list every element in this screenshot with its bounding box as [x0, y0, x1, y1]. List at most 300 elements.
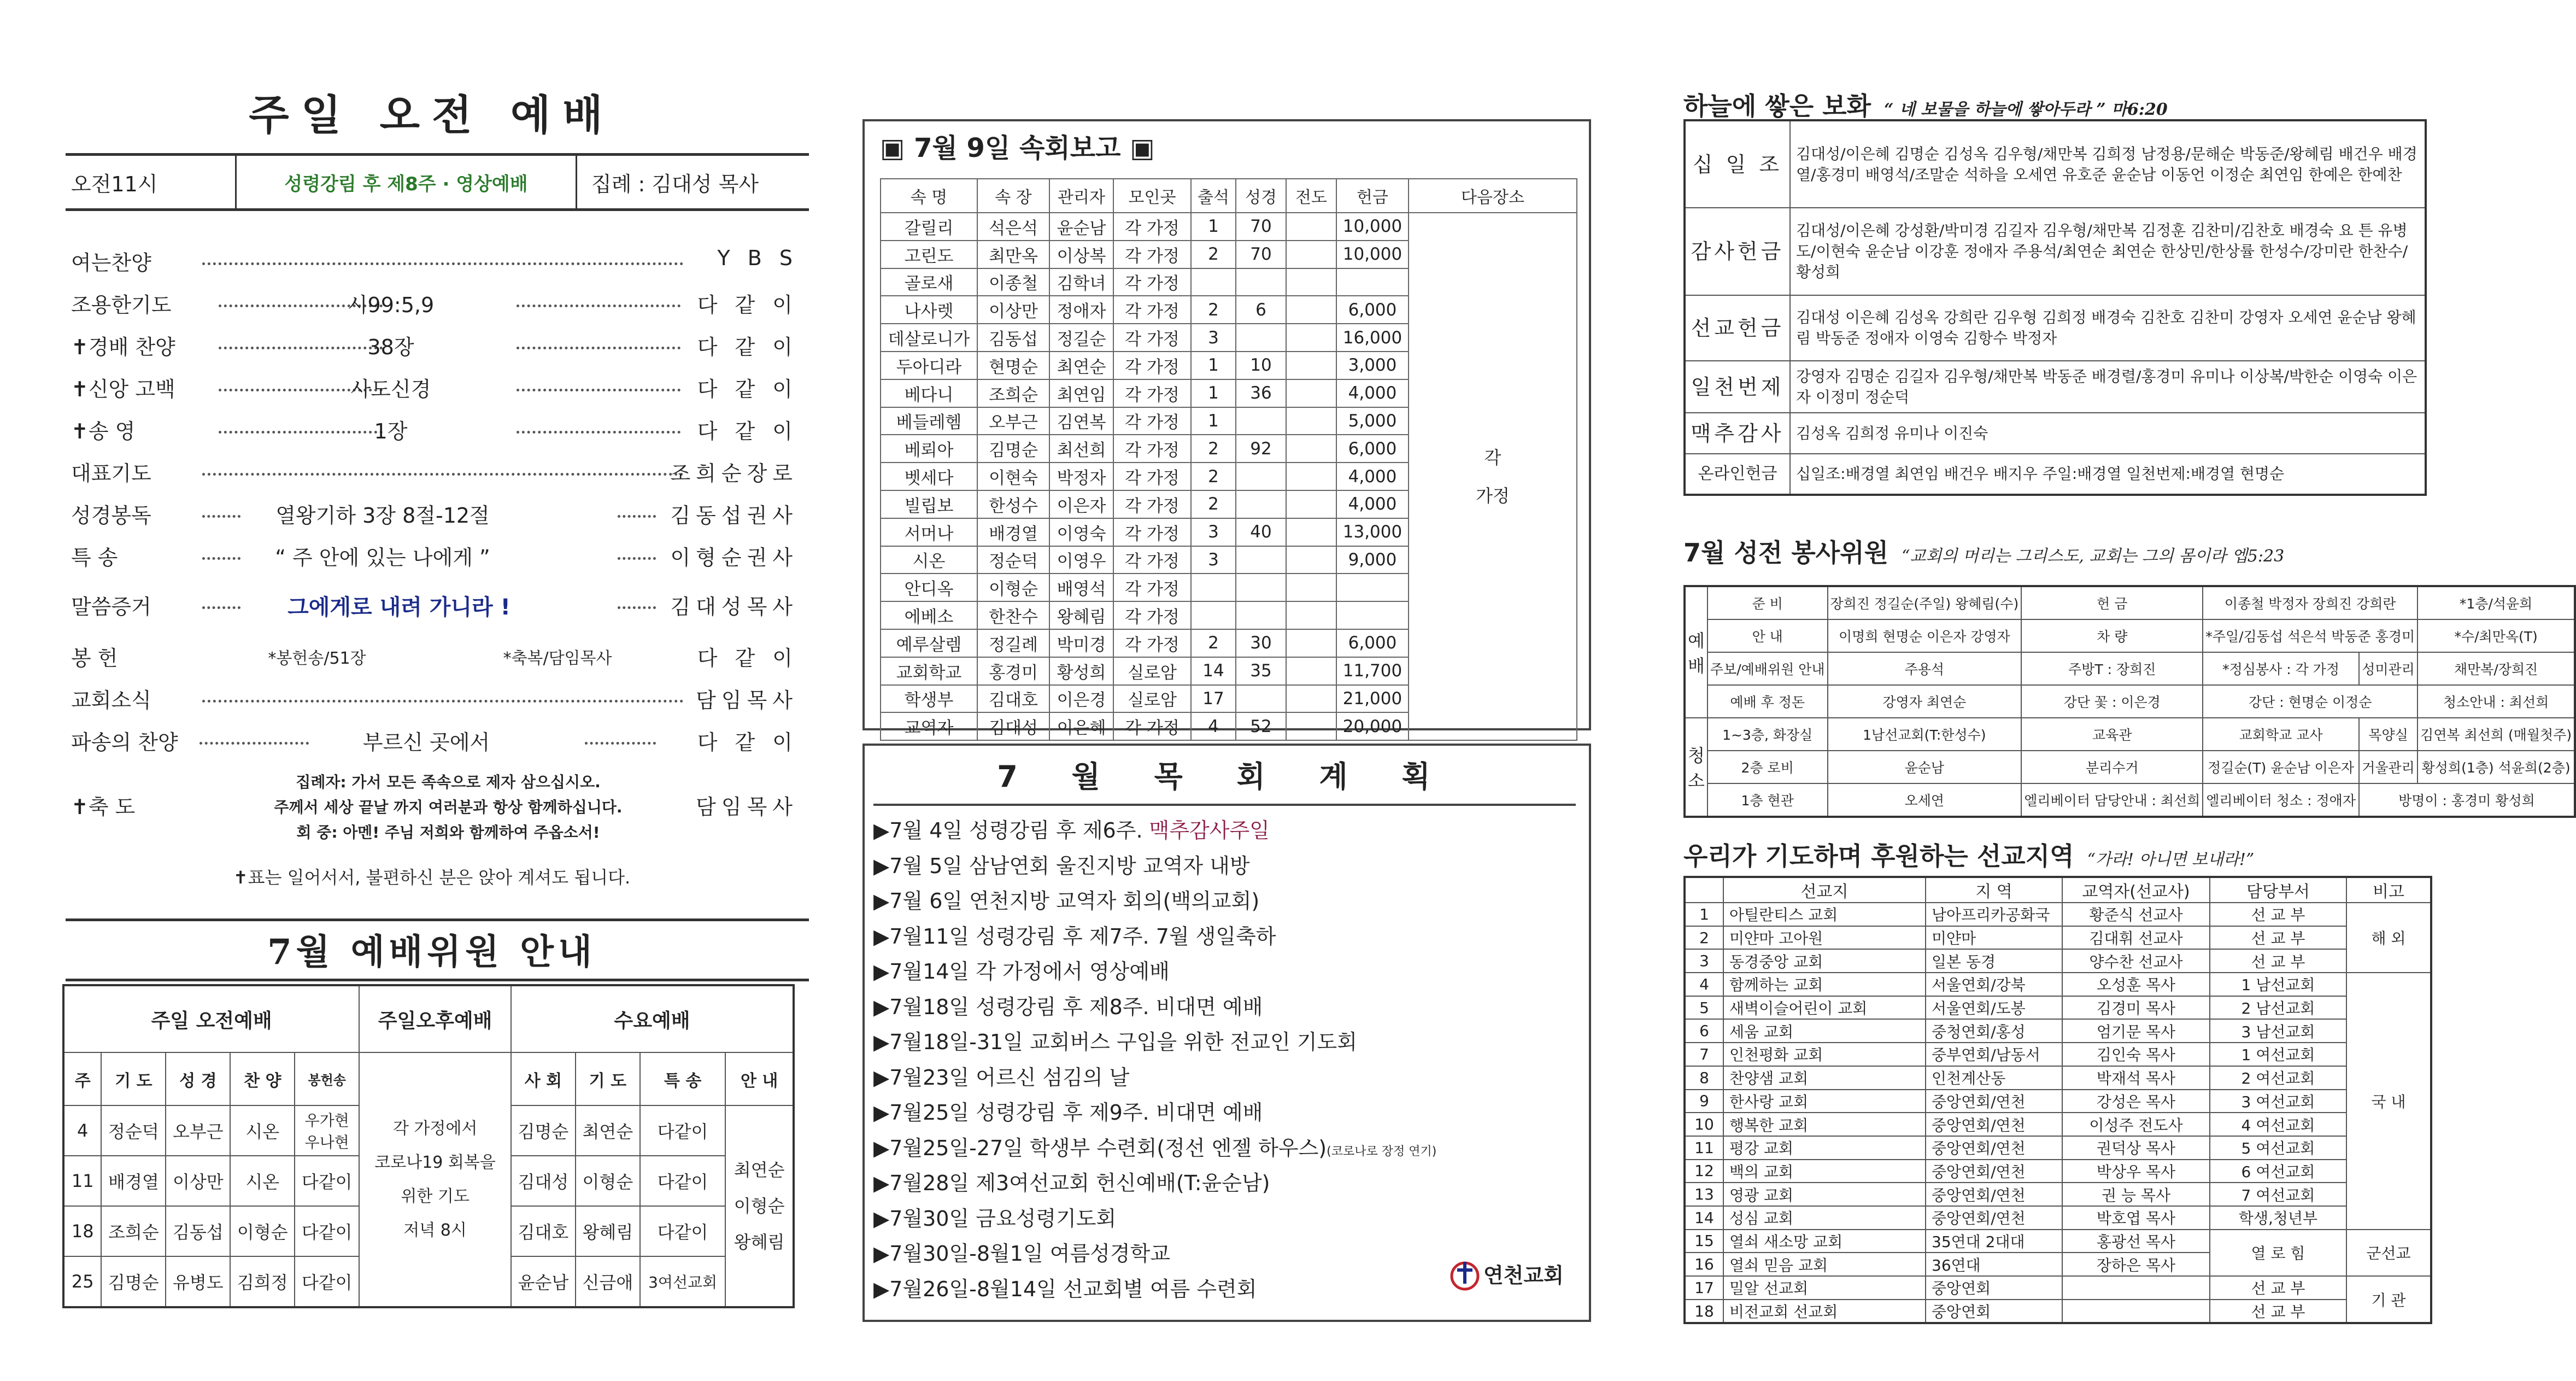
offering-names: 강영자 김명순 김길자 김우형/채만복 박동준 배경렬/홍경미 유미나 이상복/박한순 이영숙 이은자 이정미 정순덕	[1790, 361, 2426, 413]
report-cell: 각 가정	[1113, 601, 1191, 629]
cell: 시온	[230, 1156, 295, 1206]
mission-dept: 7 여선교회	[2210, 1183, 2346, 1206]
volunteer-heading: 7월 성전 봉사위원	[1683, 538, 1889, 567]
cell: 윤순남	[511, 1256, 576, 1307]
report-cell	[1286, 685, 1336, 713]
volunteer-cell: 헌 금	[2021, 586, 2203, 619]
plan-text: ▶7월18일 성령강림 후 제8주. 비대면 예배	[873, 994, 1263, 1019]
col-week: 주	[63, 1052, 101, 1105]
report-cell	[1286, 352, 1336, 379]
cell: 18	[63, 1206, 101, 1256]
plan-text: ▶7월30일 금요성령기도회	[873, 1206, 1117, 1231]
volunteer-cell: 엘리베이터 담당안내 : 최선희	[2021, 783, 2203, 817]
table-row	[1685, 361, 2426, 413]
mission-church: 함께하는 교회	[1723, 973, 1926, 996]
order-row	[71, 499, 798, 531]
mission-no: 18	[1685, 1300, 1723, 1324]
leader-dots	[202, 689, 683, 703]
order-label: ✝송 영	[71, 419, 136, 443]
logo-text: 연천교회	[1483, 1265, 1564, 1288]
report-cell: 각 가정	[1113, 407, 1191, 435]
report-cell: 각 가정	[1113, 213, 1191, 241]
plan-item	[873, 849, 1250, 879]
cell: 시온	[230, 1105, 295, 1156]
order-row	[71, 288, 798, 321]
mission-col	[1685, 877, 1723, 903]
next-place: 각 가정	[1409, 213, 1577, 740]
leader-dots	[585, 731, 656, 745]
mission-church: 세움 교회	[1723, 1019, 1926, 1043]
mission-pastor: 양수찬 선교사	[2062, 949, 2210, 973]
report-cell	[1236, 685, 1286, 713]
report-table	[880, 178, 1577, 741]
report-cell: 6	[1236, 296, 1286, 324]
offering-type: 감사헌금	[1685, 208, 1790, 295]
mission-pastor: 박재석 목사	[2062, 1066, 2210, 1090]
cell: 김명순	[511, 1105, 576, 1156]
mission-region: 36연대	[1926, 1253, 2062, 1276]
table-row	[1685, 1113, 2431, 1136]
table-row	[1685, 685, 2575, 718]
col-praise: 찬 양	[230, 1052, 295, 1105]
col-special: 특 송	[640, 1052, 726, 1105]
volunteer-cell: *정심봉사 : 각 가정	[2203, 652, 2359, 685]
plan-item	[873, 1061, 1129, 1090]
report-cell: 각 가정	[1113, 629, 1191, 657]
report-cell	[1286, 268, 1336, 296]
mission-no: 6	[1685, 1019, 1723, 1043]
cell: 최연순	[576, 1105, 640, 1156]
mission-no: 12	[1685, 1160, 1723, 1183]
col-usher: 안 내	[725, 1052, 794, 1105]
order-label: 조용한기도	[71, 293, 172, 317]
mission-region: 35연대 2대대	[1926, 1230, 2062, 1253]
volunteer-cell: 안 내	[1707, 619, 1828, 652]
mission-region: 미얀마	[1926, 926, 2062, 950]
table-row	[1685, 718, 2575, 751]
table-row	[1685, 903, 2431, 926]
report-cell: 각 가정	[1113, 241, 1191, 268]
volunteer-title	[1683, 533, 2284, 569]
roles-table	[62, 984, 795, 1308]
report-cell	[1236, 268, 1286, 296]
cell: 김대호	[511, 1206, 576, 1256]
mission-church: 한사랑 교회	[1723, 1090, 1926, 1113]
leader-dots	[517, 294, 680, 307]
cell: 11	[63, 1156, 101, 1206]
offering-type: 온라인헌금	[1685, 454, 1790, 495]
report-cell: 4	[1191, 712, 1236, 740]
table-row	[1685, 652, 2575, 685]
afternoon-line: 각 가정에서	[392, 1119, 478, 1138]
mission-col: 교역자(선교사)	[2062, 877, 2210, 903]
mission-note: 국 내	[2346, 973, 2431, 1230]
mission-dept: 4 여선교회	[2210, 1113, 2346, 1136]
report-cell: 6,000	[1336, 296, 1409, 324]
mission-pastor	[2062, 1276, 2210, 1300]
mission-quote: “가라! 아니면 보내라!”	[2087, 850, 2255, 869]
standing-note: ✝표는 일어서서, 불편하신 분은 앉아 계셔도 됩니다.	[233, 867, 631, 888]
order-who: 다 같 이	[697, 730, 798, 754]
mission-region: 서울연회/도봉	[1926, 996, 2062, 1020]
mission-no: 15	[1685, 1230, 1723, 1253]
offering-body	[1685, 120, 2426, 495]
report-cell: 박정자	[1049, 463, 1113, 490]
report-cell	[1286, 213, 1336, 241]
report-cell: 각 가정	[1113, 712, 1191, 740]
leader-dots	[517, 336, 680, 349]
report-cell: 골로새	[881, 268, 977, 296]
report-cell: 홍경미	[977, 657, 1049, 685]
volunteer-cell: *1층/석윤희	[2417, 586, 2575, 619]
offering-names: 십일조:배경열 최연임 배건우 배지우 주일:배경열 일천번제:배경열 현명순	[1790, 454, 2426, 495]
table-header	[1685, 877, 2431, 903]
volunteer-cell: *수/최만옥(T)	[2417, 619, 2575, 652]
report-cell	[1336, 574, 1409, 601]
table-row	[1685, 208, 2426, 295]
report-cell	[1236, 601, 1286, 629]
volunteer-cell: 이명희 현명순 이은자 강영자	[1828, 619, 2022, 652]
table-row	[1685, 1066, 2431, 1090]
mission-dept: 3 남선교회	[2210, 1019, 2346, 1043]
cell: 김명순	[101, 1256, 166, 1307]
mission-title	[1683, 836, 2254, 873]
col-offering-song: 봉헌송	[295, 1052, 359, 1105]
cell: 김희정	[230, 1256, 295, 1307]
report-cell: 각 가정	[1113, 296, 1191, 324]
cell: 다같이	[640, 1206, 726, 1256]
cell: 김동섭	[166, 1206, 230, 1256]
report-cell: 벳세다	[881, 463, 977, 490]
plan-item	[873, 814, 1270, 843]
table-row	[1685, 586, 2575, 619]
mission-no: 4	[1685, 973, 1723, 996]
report-cell	[1286, 518, 1336, 546]
leader-dots	[618, 595, 656, 609]
benediction-line: 주께서 세상 끝날 까지 여러분과 항상 함께하십니다.	[274, 798, 623, 816]
order-row	[71, 372, 798, 405]
offering-type: 십 일 조	[1685, 120, 1790, 208]
order-row	[71, 590, 798, 623]
mission-church: 밀알 선교회	[1723, 1276, 1926, 1300]
table-row	[1685, 926, 2431, 950]
volunteer-cell: 엘리베이터 청소 : 정애자	[2203, 783, 2359, 817]
report-cell: 2	[1191, 490, 1236, 518]
mission-region: 중청연회/홍성	[1926, 1019, 2062, 1043]
afternoon-note	[359, 1052, 511, 1307]
table-row	[881, 213, 1577, 241]
order-label: ✝축 도	[71, 795, 136, 819]
table-row	[1685, 619, 2575, 652]
mission-note: 기 관	[2346, 1276, 2431, 1323]
volunteer-cell: 분리수거	[2021, 751, 2203, 783]
volunteer-cell: 주방T : 장희진	[2021, 652, 2203, 685]
logo-cross-bar	[1457, 1268, 1472, 1272]
volunteer-cell: 강영자 최연순	[1828, 685, 2022, 718]
church-logo	[1447, 1252, 1573, 1296]
report-cell: 배영석	[1049, 574, 1113, 601]
volunteer-cell: 채만복/장희진	[2417, 652, 2575, 685]
mission-pastor	[2062, 1300, 2210, 1324]
cell: 다같이	[295, 1206, 359, 1256]
order-mid: 시99:5,9	[347, 293, 435, 317]
offering-type: 선교헌금	[1685, 295, 1790, 361]
mission-no: 11	[1685, 1136, 1723, 1160]
mission-church: 백의 교회	[1723, 1160, 1926, 1183]
volunteer-cell: 예배 후 정돈	[1707, 685, 1828, 718]
report-cell: 6,000	[1336, 435, 1409, 463]
group-sunday-pm: 주일오후예배	[359, 985, 511, 1052]
report-box	[862, 119, 1591, 739]
usher: 이형순	[734, 1196, 785, 1216]
order-row	[71, 457, 798, 489]
table-row	[1685, 949, 2431, 973]
col-bible: 성경	[1236, 179, 1286, 213]
volunteer-cell: 청소안내 : 최선희	[2417, 685, 2575, 718]
volunteer-cell: 윤순남	[1828, 751, 2022, 783]
order-who: 김대성목사	[670, 595, 798, 619]
mission-region: 중앙연회/연천	[1926, 1160, 2062, 1183]
report-cell: 이영우	[1049, 546, 1113, 574]
report-cell: 각 가정	[1113, 352, 1191, 379]
table-row	[1685, 1019, 2431, 1043]
offering-table	[1683, 119, 2427, 496]
mission-no: 3	[1685, 949, 1723, 973]
mission-region: 중앙연회	[1926, 1276, 2062, 1300]
report-cell	[1236, 574, 1286, 601]
order-row	[71, 414, 798, 447]
cell: 배경열	[101, 1156, 166, 1206]
report-cell	[1236, 490, 1286, 518]
mission-no: 7	[1685, 1043, 1723, 1066]
report-cell	[1191, 601, 1236, 629]
mission-dept: 선 교 부	[2210, 903, 2346, 926]
mission-dept: 2 남선교회	[2210, 996, 2346, 1020]
order-who: 담임목사	[696, 688, 798, 712]
mission-pastor: 김경미 목사	[2062, 996, 2210, 1020]
order-mid-2: *축복/담임목사	[503, 649, 612, 668]
mission-pastor: 장하은 목사	[2062, 1253, 2210, 1276]
report-cell	[1191, 574, 1236, 601]
service-subtitle: 성령강림 후 제8주 · 영상예배	[284, 173, 528, 195]
mission-pastor: 권 능 목사	[2062, 1183, 2210, 1206]
report-cell: 서머나	[881, 518, 977, 546]
report-cell: 고린도	[881, 241, 977, 268]
plan-text: ▶7월11일 성령강림 후 제7주. 7월 생일축하	[873, 924, 1276, 949]
plan-highlight: 맥추감사주일	[1149, 818, 1270, 842]
report-cell	[1286, 324, 1336, 352]
mission-col: 지 역	[1926, 877, 2062, 903]
mission-table	[1683, 876, 2432, 1324]
offering-heading: 하늘에 쌓은 보화	[1683, 91, 1871, 121]
leader-dots	[202, 462, 683, 476]
mission-no: 9	[1685, 1090, 1723, 1113]
mission-no: 10	[1685, 1113, 1723, 1136]
order-who: 다 같 이	[697, 646, 798, 670]
report-cell	[1336, 268, 1409, 296]
cell: 오부근	[166, 1105, 230, 1156]
mission-region: 인천계산동	[1926, 1066, 2062, 1090]
report-cell: 20,000	[1336, 712, 1409, 740]
mission-dept: 학생,청년부	[2210, 1206, 2346, 1230]
report-cell: 36	[1236, 379, 1286, 407]
mission-pastor: 김대휘 선교사	[2062, 926, 2210, 950]
usher-list	[725, 1105, 794, 1307]
mission-note: 해 외	[2346, 903, 2431, 973]
report-cell: 교회학교	[881, 657, 977, 685]
report-cell: 최만옥	[977, 241, 1049, 268]
mission-region: 중앙연회/연천	[1926, 1136, 2062, 1160]
report-cell: 3	[1191, 324, 1236, 352]
report-cell: 왕혜림	[1049, 601, 1113, 629]
mission-no: 2	[1685, 926, 1723, 950]
leader-dots	[202, 595, 240, 609]
leader-dots	[199, 731, 309, 745]
cell: 이형순	[230, 1206, 295, 1256]
order-label: 여는찬양	[71, 251, 151, 275]
cell: 정순덕	[101, 1105, 166, 1156]
report-cell: 이형순	[977, 574, 1049, 601]
offering-names: 김대성 이은혜 김성옥 강희란 김우형 김희정 배경숙 김찬호 김찬미 강영자 오세연 윤순남 왕혜림 박동준 정애자 이영숙 김항수 박정자	[1790, 295, 2426, 361]
volunteer-cell: 2층 로비	[1707, 751, 1828, 783]
report-cell: 2	[1191, 241, 1236, 268]
mission-church: 성심 교회	[1723, 1206, 1926, 1230]
volunteer-cell: 강단 꽃 : 이은경	[2021, 685, 2203, 718]
report-cell: 학생부	[881, 685, 977, 713]
report-cell: 김연복	[1049, 407, 1113, 435]
benediction-text	[224, 770, 672, 845]
cell: 김대성	[511, 1156, 576, 1206]
order-mid: *봉헌송/51장	[268, 649, 366, 668]
mission-body	[1685, 877, 2431, 1323]
volunteer-cell: 교회학교 교사	[2203, 718, 2359, 751]
mission-dept: 선 교 부	[2210, 1300, 2346, 1324]
report-cell: 베들레헴	[881, 407, 977, 435]
report-cell: 이상만	[977, 296, 1049, 324]
mission-church: 열쇠 새소망 교회	[1723, 1230, 1926, 1253]
mission-pastor: 오성훈 목사	[2062, 973, 2210, 996]
report-cell: 최연임	[1049, 379, 1113, 407]
report-cell: 각 가정	[1113, 435, 1191, 463]
report-cell: 각 가정	[1113, 490, 1191, 518]
report-cell: 두아디라	[881, 352, 977, 379]
order-row	[71, 641, 798, 674]
order-who: 다 같 이	[697, 293, 798, 317]
leader-dots	[517, 420, 680, 434]
col-scripture: 성 경	[166, 1052, 230, 1105]
mission-region: 중부연회/남동서	[1926, 1043, 2062, 1066]
col-attend: 출석	[1191, 179, 1236, 213]
mission-pastor: 박상우 목사	[2062, 1160, 2210, 1183]
report-cell: 2	[1191, 463, 1236, 490]
table-row	[1685, 295, 2426, 361]
usher: 왕혜림	[734, 1232, 785, 1253]
report-cell: 이은혜	[1049, 712, 1113, 740]
report-cell: 21,000	[1336, 685, 1409, 713]
volunteer-cell: 성미관리	[2359, 652, 2417, 685]
report-cell: 각 가정	[1113, 324, 1191, 352]
col-group: 속 명	[881, 179, 977, 213]
order-mid: 열왕기하 3장 8절-12절	[275, 504, 490, 528]
cell: 신금애	[576, 1256, 640, 1307]
volunteer-cell: 1남선교회(T:한성수)	[1828, 718, 2022, 751]
report-cell: 9,000	[1336, 546, 1409, 574]
mission-region: 서울연회/강북	[1926, 973, 2062, 996]
report-cell: 10,000	[1336, 241, 1409, 268]
plan-text: ▶7월18일-31일 교회버스 구입을 위한 전교인 기도회	[873, 1030, 1357, 1054]
mission-church: 행복한 교회	[1723, 1113, 1926, 1136]
report-cell	[1286, 407, 1336, 435]
order-who: 이형순권사	[670, 546, 798, 570]
table-row	[1685, 1160, 2431, 1183]
mission-dept: 1 남선교회	[2210, 973, 2346, 996]
report-cell: 13,000	[1336, 518, 1409, 546]
report-cell: 베뢰아	[881, 435, 977, 463]
report-cell	[1236, 407, 1286, 435]
cell: 왕혜림	[576, 1206, 640, 1256]
volunteer-cell: 목양실	[2359, 718, 2417, 751]
leader-dots	[618, 546, 656, 560]
afternoon-line: 저녁 8시	[403, 1220, 467, 1240]
report-cell: 베다니	[881, 379, 977, 407]
order-who: 조희순장로	[670, 461, 798, 485]
mission-church: 인천평화 교회	[1723, 1043, 1926, 1066]
mission-dept: 선 교 부	[2210, 1276, 2346, 1300]
order-row	[71, 541, 798, 574]
report-cell	[1286, 629, 1336, 657]
volunteer-cell: 장희진 정길순(주일) 왕혜림(수)	[1828, 586, 2022, 619]
benediction-line: 집례자: 가서 모든 족속으로 제자 삼으십시오.	[296, 773, 601, 791]
report-cell: 1	[1191, 352, 1236, 379]
table-row	[1685, 1183, 2431, 1206]
mission-note: 군선교	[2346, 1230, 2431, 1276]
plan-text: ▶7월 5일 삼남연회 울진지방 교역자 내방	[873, 853, 1250, 878]
order-label: 성경봉독	[71, 504, 151, 528]
table-row	[1685, 454, 2426, 495]
report-cell: 40	[1236, 518, 1286, 546]
leader-dots	[517, 378, 680, 391]
report-cell: 1	[1191, 379, 1236, 407]
report-cell: 3	[1191, 518, 1236, 546]
report-cell: 조희순	[977, 379, 1049, 407]
offering-names: 김성옥 김희정 유미나 이진숙	[1790, 413, 2426, 454]
order-mid: 38장	[367, 335, 414, 359]
mission-church: 새벽이슬어린이 교회	[1723, 996, 1926, 1020]
plan-item	[873, 1166, 1270, 1196]
volunteer-table	[1683, 585, 2576, 818]
leader-dots	[618, 504, 656, 518]
report-cell: 정길순	[1049, 324, 1113, 352]
report-cell: 70	[1236, 213, 1286, 241]
report-cell: 한성수	[977, 490, 1049, 518]
service-leader: 집례 : 김대성 목사	[576, 156, 809, 208]
col-manager: 관리자	[1049, 179, 1113, 213]
mission-pastor: 엄기문 목사	[2062, 1019, 2210, 1043]
mission-col: 담당부서	[2210, 877, 2346, 903]
report-cell: 14	[1191, 657, 1236, 685]
mission-church: 동경중앙 교회	[1723, 949, 1926, 973]
cell: 조희순	[101, 1206, 166, 1256]
report-cell: 김학녀	[1049, 268, 1113, 296]
plan-item	[873, 884, 1259, 914]
report-cell: 92	[1236, 435, 1286, 463]
report-cell: 30	[1236, 629, 1286, 657]
mission-region: 중앙연회/연천	[1926, 1206, 2062, 1230]
report-cell	[1191, 268, 1236, 296]
report-cell: 시온	[881, 546, 977, 574]
report-cell	[1286, 601, 1336, 629]
plan-text: ▶7월 6일 연천지방 교역자 회의(백의교회)	[873, 889, 1260, 913]
